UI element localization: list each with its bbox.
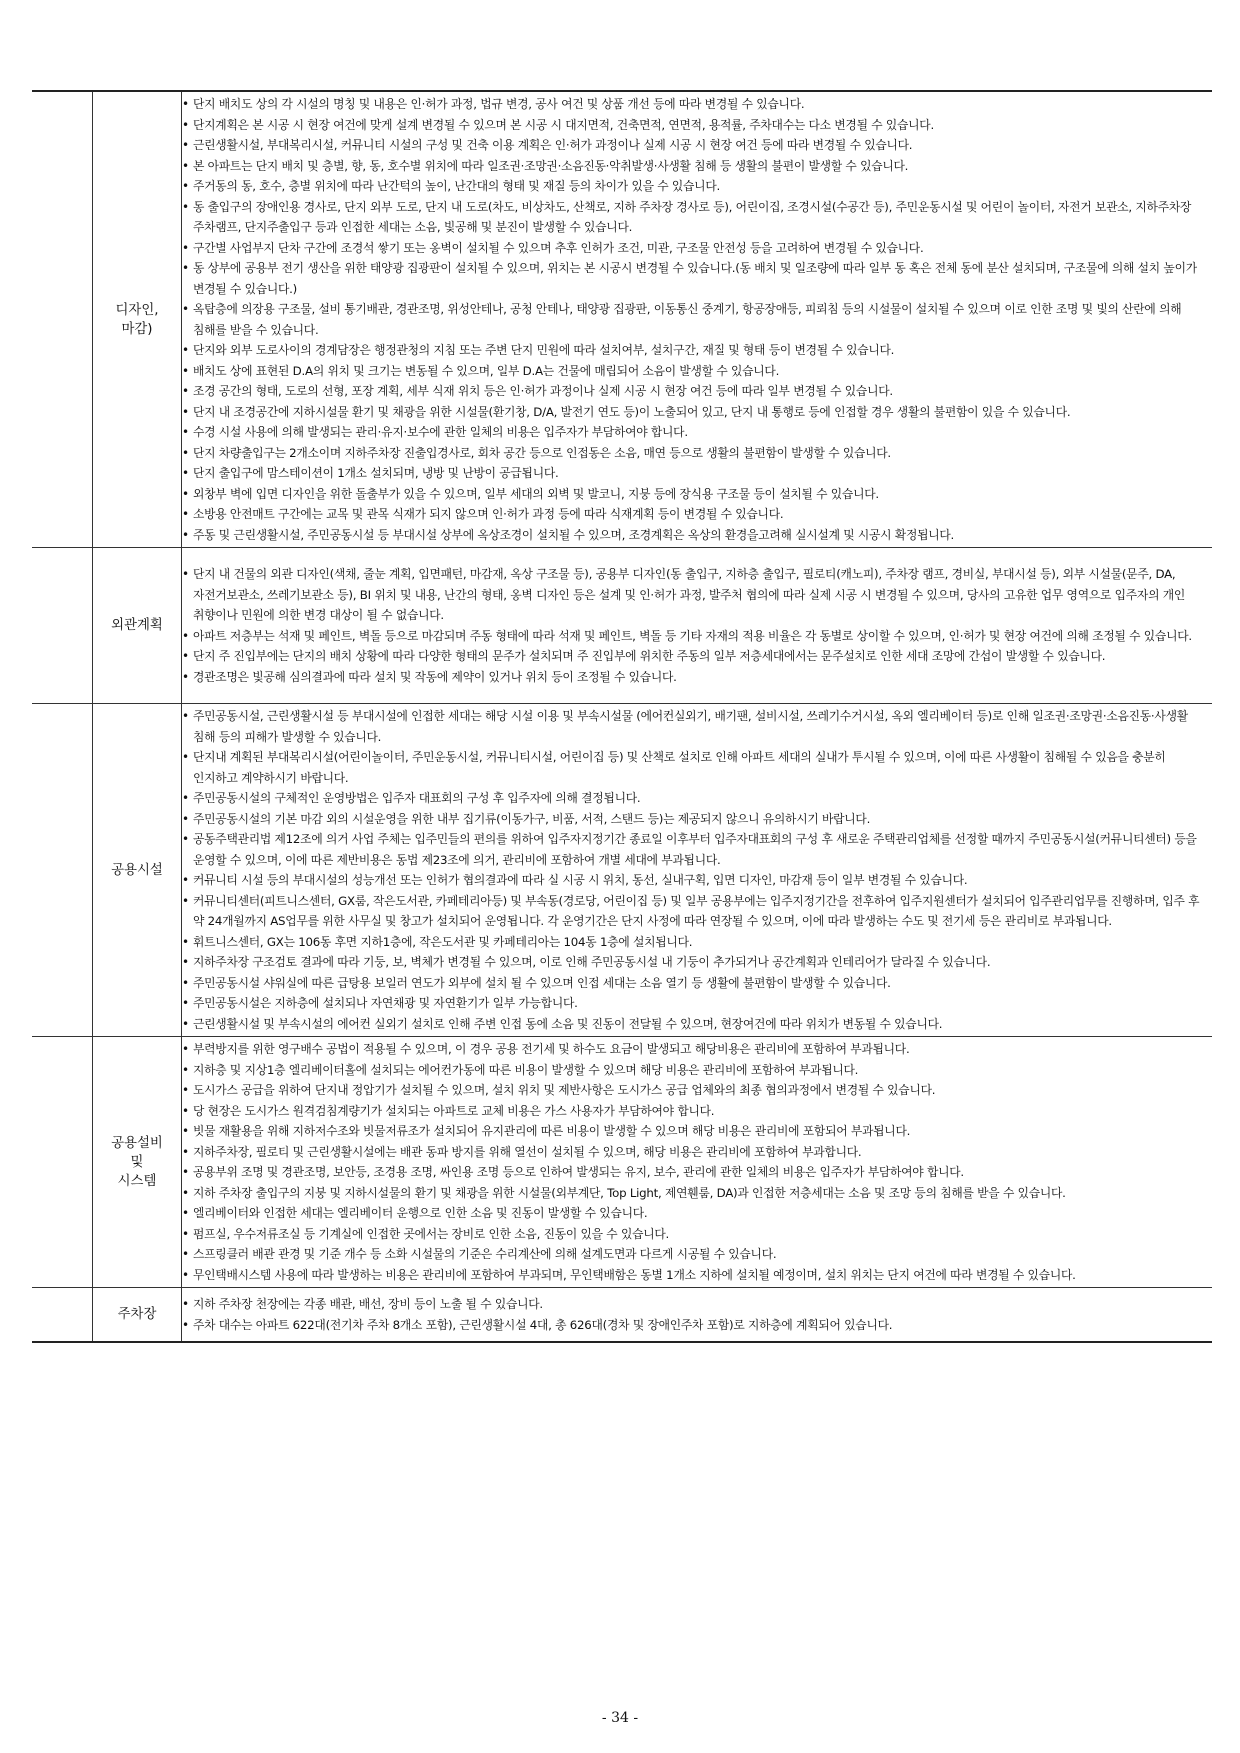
bullet-item: • 지하주차장, 필로티 및 근린생활시설에는 배관 동파 방지를 위해 열선이 설치될 수 있으며, 해당 비용은 관리비에 포함하여 부과합니다. — [182, 1142, 1212, 1163]
bullet-item: • 휘트니스센터, GX는 106동 후면 지하1층에, 작은도서관 및 카페테리아는 104동 1층에 설치됩니다. — [182, 932, 1212, 953]
bullet-item: • 소방용 안전매트 구간에는 교목 및 관목 식재가 되지 않으며 인·허가 과정 등에 따라 식재계획 등이 변경될 수 있습니다. — [182, 504, 1212, 525]
section-label-line: 공용설비 — [111, 1135, 163, 1151]
section-label — [93, 1288, 182, 1343]
bullet-item: • 공동주택관리법 제12조에 의거 사업 주체는 입주민들의 편의를 위하여 입주자지정기간 종료일 이후부터 입주자대표회의 구성 후 새로운 주택관리업체를 선정할 때까지 주민공동시설(커뮤니티센터) 등을 운영할 수 있으며, 이에 따른 제반비용은 동법 제23조에 의거, 관리비에 포함하여 개별 세대에 부과됩니다. — [182, 829, 1212, 870]
bullet-item: • 도시가스 공급을 위하여 단지내 정압기가 설치될 수 있으며, 설치 위치 및 제반사항은 도시가스 공급 업체와의 최종 협의과정에서 변경될 수 있습니다. — [182, 1080, 1212, 1101]
bullet-item: • 수경 시설 사용에 의해 발생되는 관리·유지·보수에 관한 일체의 비용은 입주자가 부담하여야 합니다. — [182, 422, 1212, 443]
notice-table — [32, 90, 1212, 1343]
page-number: - 34 - — [601, 1710, 639, 1726]
section-label-line: 외관계획 — [111, 618, 163, 633]
bullet-item: • 스프링클러 배관 관경 및 기준 개수 등 소화 시설물의 기준은 수리계산에 의해 설계도면과 다르게 시공될 수 있습니다. — [182, 1244, 1212, 1265]
section-content — [182, 91, 1213, 548]
bullet-item: • 빗물 재활용을 위해 지하저수조와 빗물저류조가 설치되어 유지관리에 따른 비용이 발생할 수 있으며 해당 비용은 관리비에 포함되어 부과됩니다. — [182, 1121, 1212, 1142]
bullet-item: • 단지 차량출입구는 2개소이며 지하주차장 진출입경사로, 회차 공간 등으로 인접동은 소음, 매연 등으로 생활의 불편함이 발생할 수 있습니다. — [182, 443, 1212, 464]
bullet-item: • 경관조명은 빛공해 심의결과에 따라 설치 및 작동에 제약이 있거나 위치 등이 조정될 수 있습니다. — [182, 667, 1212, 688]
bullet-item: • 옥탑층에 의장용 구조물, 설비 통기배관, 경관조명, 위성안테나, 공청 안테나, 태양광 집광판, 이동통신 중계기, 항공장애등, 피뢰침 등의 시설물이 설치될 수 있으며 이로 인한 조명 및 빛의 산란에 의해 침해를 받을 수 있습니다. — [182, 299, 1212, 340]
bullet-item: • 펌프실, 우수저류조실 등 기계실에 인접한 곳에서는 장비로 인한 소음, 진동이 있을 수 있습니다. — [182, 1224, 1212, 1245]
bullet-item: • 지하층 및 지상1층 엘리베이터홀에 설치되는 에어컨가동에 따른 비용이 발생할 수 있으며 해당 비용은 관리비에 포함하여 부과됩니다. — [182, 1060, 1212, 1081]
blank-cell — [32, 91, 93, 548]
section-label-line: 공용시설 — [111, 862, 163, 878]
section-label-line: 마감) — [121, 321, 153, 337]
bullet-item: • 지하주차장 구조검토 결과에 따라 기둥, 보, 벽체가 변경될 수 있으며, 이로 인해 주민공동시설 내 기둥이 추가되거나 공간계획과 인테리어가 달라질 수 있습니다. — [182, 952, 1212, 973]
blank-cell — [32, 704, 93, 1037]
bullet-item: • 지하 주차장 출입구의 지붕 및 지하시설물의 환기 및 채광을 위한 시설물(외부계단, Top Light, 제연휀룸, DA)과 인접한 저층세대는 소음 및 조망 등의 침해를 받을 수 있습니다. — [182, 1183, 1212, 1204]
bullet-item: • 엘리베이터와 인접한 세대는 엘리베이터 운행으로 인한 소음 및 진동이 발생할 수 있습니다. — [182, 1203, 1212, 1224]
section-label-line: 및 — [130, 1154, 144, 1170]
bullet-item: • 주민공동시설의 구체적인 운영방법은 입주자 대표회의 구성 후 입주자에 의해 결정됩니다. — [182, 788, 1212, 809]
bullet-list — [182, 1039, 1212, 1285]
section-row — [32, 1288, 1212, 1343]
section-label — [93, 704, 182, 1037]
notice-table-body — [32, 91, 1212, 1342]
bullet-item: • 공용부위 조명 및 경관조명, 보안등, 조경용 조명, 싸인용 조명 등으로 인하여 발생되는 유지, 보수, 관리에 관한 일체의 비용은 입주자가 부담하여야 합니다. — [182, 1162, 1212, 1183]
blank-cell — [32, 548, 93, 704]
bullet-item: • 커뮤니티 시설 등의 부대시설의 성능개선 또는 인허가 협의결과에 따라 실 시공 시 위치, 동선, 실내구획, 입면 디자인, 마감재 등이 일부 변경될 수 있습니다. — [182, 870, 1212, 891]
bullet-item: • 주민공동시설, 근린생활시설 등 부대시설에 인접한 세대는 해당 시설 이용 및 부속시설물 (에어컨실외기, 배기팬, 설비시설, 쓰레기수거시설, 옥외 엘리베이터 등)로 인해 일조권·조망권·소음진동·사생활 침해 등의 피해가 발생할 수 있습니다. — [182, 706, 1212, 747]
blank-cell — [32, 1037, 93, 1288]
bullet-item: • 단지 출입구에 맘스테이션이 1개소 설치되며, 냉방 및 난방이 공급됩니다. — [182, 463, 1212, 484]
bullet-item: • 동 출입구의 장애인용 경사로, 단지 외부 도로, 단지 내 도로(차도, 비상차도, 산책로, 지하 주차장 경사로 등), 어린이집, 조경시설(수공간 등), 주민운동시설 및 어린이 놀이터, 자전거 보관소, 지하주차장 주차램프, 단지주출입구 등과 인접한 세대는 소음, 빛공해 및 분진이 발생할 수 있습니다. — [182, 197, 1212, 238]
section-content — [182, 1288, 1213, 1343]
section-label-line: 주차장 — [117, 1307, 157, 1322]
bullet-item: • 배치도 상에 표현된 D.A의 위치 및 크기는 변동될 수 있으며, 일부 D.A는 건물에 매립되어 소음이 발생할 수 있습니다. — [182, 361, 1212, 382]
section-label — [93, 91, 182, 548]
section-content — [182, 548, 1213, 704]
section-label — [93, 1037, 182, 1288]
bullet-list — [182, 564, 1212, 687]
bullet-item: • 근린생활시설 및 부속시설의 에어컨 실외기 설치로 인해 주변 인접 동에 소음 및 진동이 전달될 수 있으며, 현장여건에 따라 위치가 변동될 수 있습니다. — [182, 1014, 1212, 1035]
section-content — [182, 704, 1213, 1037]
bullet-item: • 커뮤니티센터(피트니스센터, GX룸, 작은도서관, 카페테리아등) 및 부속동(경로당, 어린이집 등) 및 일부 공용부에는 입주지정기간을 전후하여 입주지원센터가 설치되어 입주관리업무를 진행하며, 입주 후 약 24개월까지 AS업무를 위한 사무실 및 창고가 설치되어 운영됩니다. 각 운영기간은 단지 사정에 따라 연장될 수 있으며, 이에 따라 발생하는 수도 및 전기세 등은 관리비로 부과됩니다. — [182, 891, 1212, 932]
bullet-item: • 주거동의 동, 호수, 층별 위치에 따라 난간턱의 높이, 난간대의 형태 및 재질 등의 차이가 있을 수 있습니다. — [182, 176, 1212, 197]
bullet-item: • 조경 공간의 형태, 도로의 선형, 포장 계획, 세부 식재 위치 등은 인·허가 과정이나 실제 시공 시 현장 여건 등에 따라 일부 변경될 수 있습니다. — [182, 381, 1212, 402]
section-row — [32, 91, 1212, 548]
bullet-item: • 본 아파트는 단지 배치 및 층별, 향, 동, 호수별 위치에 따라 일조권·조망권·소음진동·악취발생·사생활 침해 등 생활의 불편이 발생할 수 있습니다. — [182, 156, 1212, 177]
bullet-item: • 주차 대수는 아파트 622대(전기차 주차 8개소 포함), 근린생활시설 4대, 총 626대(경차 및 장애인주차 포함)로 지하층에 계획되어 있습니다. — [182, 1315, 1212, 1336]
section-row — [32, 1037, 1212, 1288]
bullet-item: • 단지계획은 본 시공 시 현장 여건에 맞게 설계 변경될 수 있으며 본 시공 시 대지면적, 건축면적, 연면적, 용적률, 주차대수는 다소 변경될 수 있습니다. — [182, 115, 1212, 136]
bullet-item: • 단지와 외부 도로사이의 경계담장은 행정관청의 지침 또는 주변 단지 민원에 따라 설치여부, 설치구간, 재질 및 형태 등이 변경될 수 있습니다. — [182, 340, 1212, 361]
bullet-item: • 단지 배치도 상의 각 시설의 명칭 및 내용은 인·허가 과정, 법규 변경, 공사 여건 및 상품 개선 등에 따라 변경될 수 있습니다. — [182, 94, 1212, 115]
bullet-list — [182, 706, 1212, 1034]
bullet-item: • 부력방지를 위한 영구배수 공법이 적용될 수 있으며, 이 경우 공용 전기세 및 하수도 요금이 발생되고 해당비용은 관리비에 포함하여 부과됩니다. — [182, 1039, 1212, 1060]
bullet-list — [182, 1294, 1212, 1335]
bullet-item: • 당 현장은 도시가스 원격검침계량기가 설치되는 아파트로 교체 비용은 가스 사용자가 부담하여야 합니다. — [182, 1101, 1212, 1122]
bullet-item: • 단지 내 건물의 외관 디자인(색채, 줄눈 계획, 입면패턴, 마감재, 옥상 구조물 등), 공용부 디자인(동 출입구, 지하층 출입구, 필로티(캐노피), 주차장 램프, 경비실, 부대시설 등), 외부 시설물(문주, DA, 자전거보관소, 쓰레기보관소 등), BI 위치 및 내용, 난간의 형태, 옹벽 디자인 등은 설계 및 인·허가 과정, 발주처 협의에 따라 실제 시공 시 변경될 수 있으며, 당사의 고유한 업무 영역으로 입주자의 개인 취향이나 민원에 의한 변경 대상이 될 수 없습니다. — [182, 564, 1212, 626]
section-row — [32, 704, 1212, 1037]
bullet-item: • 구간별 사업부지 단차 구간에 조경석 쌓기 또는 옹벽이 설치될 수 있으며 추후 인허가 조건, 미관, 구조물 안전성 등을 고려하여 변경될 수 있습니다. — [182, 238, 1212, 259]
section-label — [93, 548, 182, 704]
bullet-item: • 지하 주차장 천장에는 각종 배관, 배선, 장비 등이 노출 될 수 있습니다. — [182, 1294, 1212, 1315]
section-label-line: 디자인, — [115, 302, 159, 318]
bullet-item: • 주민공동시설 샤워실에 따른 급탕용 보일러 연도가 외부에 설치 될 수 있으며 인접 세대는 소음 열기 등 생활에 불편함이 발생할 수 있습니다. — [182, 973, 1212, 994]
bullet-item: • 무인택배시스템 사용에 따라 발생하는 비용은 관리비에 포함하여 부과되며, 무인택배함은 동별 1개소 지하에 설치될 예정이며, 설치 위치는 단지 여건에 따라 변경될 수 있습니다. — [182, 1265, 1212, 1286]
bullet-item: • 단지 주 진입부에는 단지의 배치 상황에 따라 다양한 형태의 문주가 설치되며 주 진입부에 위치한 주동의 일부 저층세대에서는 문주설치로 인한 세대 조망에 간섭이 발생할 수 있습니다. — [182, 646, 1212, 667]
bullet-item: • 동 상부에 공용부 전기 생산을 위한 태양광 집광판이 설치될 수 있으며, 위치는 본 시공시 변경될 수 있습니다.(동 배치 및 일조량에 따라 일부 동 혹은 전체 동에 분산 설치되며, 구조물에 의해 설치 높이가 변경될 수 있습니다.) — [182, 258, 1212, 299]
section-row — [32, 548, 1212, 704]
bullet-item: • 주민공동시설의 기본 마감 외의 시설운영을 위한 내부 집기류(이동가구, 비품, 서적, 스탠드 등)는 제공되지 않으니 유의하시기 바랍니다. — [182, 809, 1212, 830]
section-content — [182, 1037, 1213, 1288]
section-label-line: 시스템 — [117, 1173, 157, 1189]
bullet-list — [182, 94, 1212, 545]
bullet-item: • 단지 내 조경공간에 지하시설물 환기 및 채광을 위한 시설물(환기창, D/A, 발전기 연도 등)이 노출되어 있고, 단지 내 통행로 등에 인접할 경우 생활의 불편함이 있을 수 있습니다. — [182, 402, 1212, 423]
bullet-item: • 주동 및 근린생활시설, 주민공동시설 등 부대시설 상부에 옥상조경이 설치될 수 있으며, 조경계획은 옥상의 환경을고려해 실시설계 및 시공시 확정됩니다. — [182, 525, 1212, 546]
bullet-item: • 단지내 계획된 부대복리시설(어린이놀이터, 주민운동시설, 커뮤니티시설, 어린이집 등) 및 산책로 설치로 인해 아파트 세대의 실내가 투시될 수 있으며, 이에 따른 사생활이 침해될 수 있음을 충분히 인지하고 계약하시기 바랍니다. — [182, 747, 1212, 788]
bullet-item: • 외창부 벽에 입면 디자인을 위한 돌출부가 있을 수 있으며, 일부 세대의 외벽 및 발코니, 지붕 등에 장식용 구조물 등이 설치될 수 있습니다. — [182, 484, 1212, 505]
bullet-item: • 주민공동시설은 지하층에 설치되나 자연채광 및 자연환기가 일부 가능합니다. — [182, 993, 1212, 1014]
bullet-item: • 아파트 저층부는 석재 및 페인트, 벽돌 등으로 마감되며 주동 형태에 따라 석재 및 페인트, 벽돌 등 기타 자재의 적용 비율은 각 동별로 상이할 수 있으며, 인·허가 및 현장 여건에 의해 조정될 수 있습니다. — [182, 626, 1212, 647]
blank-cell — [32, 1288, 93, 1343]
bullet-item: • 근린생활시설, 부대복리시설, 커뮤니티 시설의 구성 및 건축 이용 계획은 인·허가 과정이나 실제 시공 시 현장 여건 등에 따라 변경될 수 있습니다. — [182, 135, 1212, 156]
